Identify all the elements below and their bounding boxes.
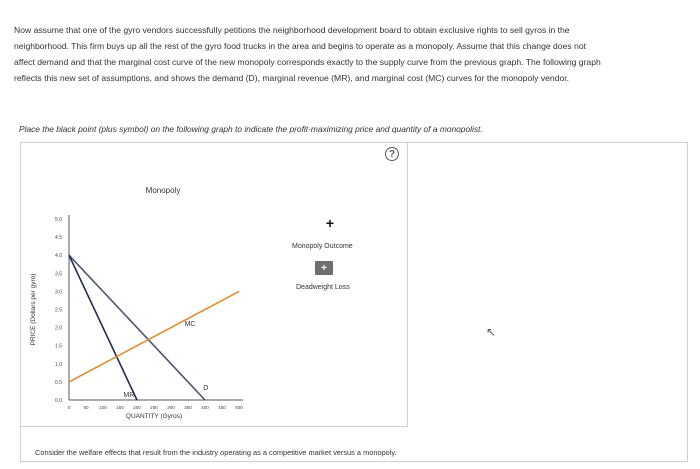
y-tick-label: 2.5: [55, 307, 62, 314]
x-tick-label: 150: [116, 405, 124, 410]
deadweight-loss-tool[interactable]: +: [315, 261, 333, 275]
graph-instruction: Place the black point (plus symbol) on the following graph to indicate the profit-maximizing price and quantity of a monopolist.: [19, 124, 483, 134]
question-intro-text: Now assume that one of the gyro vendors successfully petitions the neighborhood development board to obtain exclusive rights to sell gyros in the neighborhood. This firm buys up all the rest of the gyro food trucks in the area and begins to operate as a monopoly. Assume that this change does not affect demand and that the marginal cost curve of the new monopoly corresponds exactly to the supply curve from the previous graph. The following graph reflects this new set of assumptions, and shows the demand (D), marginal revenue (MR), and marginal cost (MC) curves for the monopoly vendor.: [14, 25, 601, 83]
x-tick-label: 300: [167, 405, 175, 410]
y-tick-label: 4.0: [55, 253, 62, 260]
graph-title: Monopoly: [145, 186, 181, 195]
y-tick-label: 1.0: [55, 361, 62, 368]
graph-panel: [20, 142, 688, 462]
y-tick-label: 0.5: [55, 379, 62, 386]
y-tick-label: 4.5: [55, 235, 62, 242]
x-tick-label: 0: [67, 405, 71, 410]
x-tick-label: 350: [184, 405, 192, 410]
monopoly-outcome-label: Monopoly Outcome: [292, 243, 353, 250]
mc-curve-label: MC: [184, 320, 196, 328]
y-tick-label: 1.5: [55, 343, 62, 350]
welfare-question-text: Consider the welfare effects that result from the industry operating as a competitive market versus a monopoly.: [35, 448, 397, 457]
x-tick-label: 400: [201, 405, 209, 410]
y-tick-label: 5.0: [55, 217, 62, 223]
x-tick-label: 250: [150, 405, 158, 410]
monopoly-outcome-plus-tool[interactable]: +: [325, 215, 335, 231]
y-axis-label: PRICE (Dollars per gyro): [30, 273, 37, 346]
x-axis-label: QUANTITY (Gyros): [125, 413, 183, 420]
mr-curve: [69, 255, 137, 400]
mr-curve-label: MR: [123, 392, 135, 400]
x-tick-label: 450: [218, 405, 226, 410]
y-tick-label: 3.0: [55, 289, 62, 296]
deadweight-loss-label: Deadweight Loss: [296, 284, 350, 291]
graph-axes: [69, 215, 243, 400]
y-tick-label: 3.5: [55, 271, 62, 278]
x-tick-label: 50: [83, 405, 89, 410]
mouse-cursor-icon: ↖: [486, 325, 497, 339]
d-curve-label: D: [203, 384, 209, 392]
mc-curve: [69, 291, 239, 382]
help-icon[interactable]: ?: [385, 147, 399, 161]
graph-curves: [69, 255, 239, 400]
x-tick-label: 100: [99, 405, 107, 410]
y-tick-label: 2.0: [55, 325, 62, 332]
x-tick-label: 500: [235, 405, 243, 410]
y-tick-label: 0.0: [55, 398, 62, 404]
graph-ticks: [55, 217, 243, 410]
x-tick-label: 200: [133, 405, 141, 410]
